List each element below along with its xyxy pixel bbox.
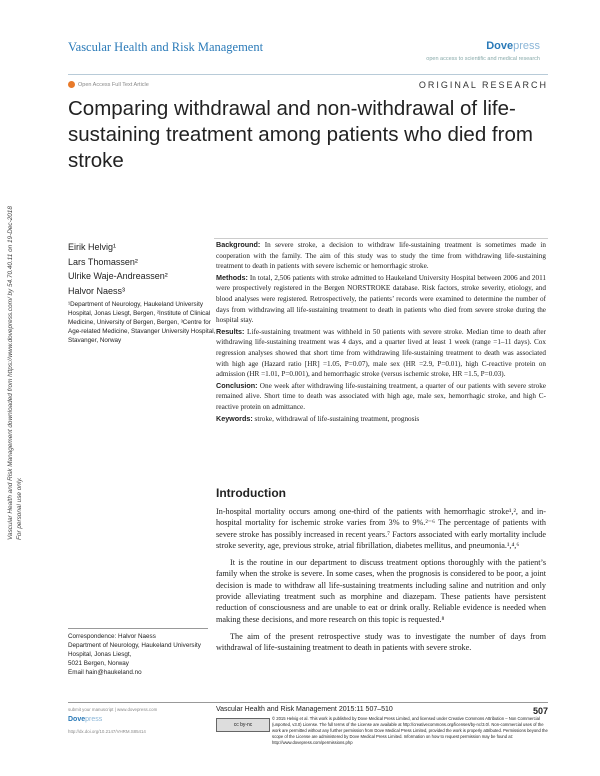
footer-publisher-logo[interactable]	[68, 716, 102, 723]
footer-submit	[68, 706, 208, 713]
side-note-line1: Vascular Health and Risk Management downloaded from https://www.dovepress.com/ by 54.70.40.11 on 19-Dec-2018	[7, 206, 14, 540]
abstract-background	[216, 240, 546, 272]
intro-paragraph: The aim of the present retrospective study was to investigate the number of days from withdrawal of life-sustaining treatment to death in patients with severe stroke.	[216, 631, 546, 653]
footer-rule	[68, 702, 548, 703]
abstract-methods	[216, 273, 546, 326]
author: Lars Thomassen²	[68, 256, 138, 267]
article-type: ORIGINAL RESEARCH	[418, 80, 548, 90]
correspondence-email[interactable]: Email hain@haukeland.no	[68, 669, 142, 676]
affiliations: ¹Department of Neurology, Haukeland University Hospital, Jonas Liesgt, Bergen, ²Institute of Clinical Medicine, University of Bergen, Bergen, ³Centre for Age-related Medicine, Stavanger University Hospital, Stavanger, Norway	[68, 301, 216, 344]
background-text: In severe stroke, a decision to withdraw life-sustaining treatment is sometimes made in cooperation with the family. The aim of this study was to study the time from withdrawing life-sustaining treatment to death in patients with severe ischemic or hemorrhagic stroke.	[216, 241, 546, 271]
correspondence-line: 5021 Bergen, Norway	[68, 660, 129, 667]
methods-label: Methods:	[216, 272, 248, 282]
author-list	[68, 240, 168, 298]
publisher-logo[interactable]	[486, 40, 540, 52]
journal-name: Vascular Health and Risk Management	[68, 40, 264, 54]
open-access-text: Open Access Full Text Article	[78, 81, 149, 88]
footer-dove-light: press	[85, 716, 103, 723]
keywords-text: stroke, withdrawal of life-sustaining treatment, prognosis	[252, 414, 420, 423]
publisher-tagline: open access to scientific and medical research	[426, 56, 540, 62]
submit-link[interactable]: submit your manuscript | www.dovepress.com	[68, 707, 158, 712]
footer-journal-ref: Vascular Health and Risk Management 2015:11 507–510	[216, 706, 393, 713]
license-text: © 2015 Helvig et al. This work is published by Dove Medical Press Limited, and licensed under Creative Commons Attribution – Non Commercial (unported, v3.0) License. The full terms of the License are available at http://creativecommons.org/licenses/by-nc/3.0/. Non-commercial uses of the work are permitted without any further permission from Dove Medical Press Limited, provided the work is properly attributed. Permissions beyond the scope of the License are administered by Dove Medical Press Limited. Information on how to request permission may be found at: http://www.dovepress.com/permissions.php	[272, 716, 548, 745]
author: Eirik Helvig¹	[68, 242, 117, 252]
keywords-label: Keywords:	[216, 413, 253, 423]
article-title: Comparing withdrawal and non-withdrawal of life-sustaining treatment among patients who died from stroke	[68, 97, 533, 172]
publisher-bold: Dove	[486, 40, 514, 52]
correspondence-rule	[68, 628, 208, 629]
background-label: Background:	[216, 240, 261, 249]
results-text: Life-sustaining treatment was withheld in 50 patients with severe stroke. Median time to death after withdrawing life-sustaining treatment was 4 days, and a quarter lived at least 1 week (range =1–11 days). Cox regression analyses showed that short time from withdrawing life-sustaining treatment to death was associated with high age (Hazard ratio [HR] =1.05, P=0.07), male sex (HR =2.9, P=0.01), high C-reactive protein on admission (HR =1.01, P=0.001), and hemorrhagic stroke (versus ischemic stroke, HR =1.5, P=0.03).	[216, 327, 546, 379]
open-access-icon	[68, 81, 75, 88]
creative-commons-icon[interactable]: cc by-nc	[216, 718, 270, 732]
results-label: Results:	[216, 326, 245, 336]
open-access-label	[68, 81, 149, 88]
correspondence	[68, 632, 208, 677]
abstract	[216, 240, 546, 425]
abstract-keywords	[216, 414, 546, 425]
conclusion-label: Conclusion:	[216, 380, 258, 390]
footer-dove-bold: Dove	[68, 716, 86, 723]
side-note-line2: For personal use only.	[16, 477, 23, 540]
footer-doi[interactable]: http://dx.doi.org/10.2147/VHRM.S85414	[68, 729, 146, 734]
intro-paragraph: It is the routine in our department to discuss treatment options thoroughly with the patient’s family when the stroke is severe. In some cases, when the prognosis is considered to be poor, a joint decision is made to withdraw all life-sustaining treatments including saline and nutrition and only provide alleviating treatment such as morphine and diazepam. These patients have persistent reduction of consciousness and are unable to eat or drink orally. Reliable evidence is needed when making these decisions, and more research on this topic is requested.⁸	[216, 558, 546, 624]
intro-paragraph: In-hospital mortality occurs among one-third of the patients with hemorrhagic stroke¹,², and in-hospital mortality for ischemic stroke varies from 3% to 9%.²⁻⁶ The percentage of patients with severe stroke has possibly increased in recent years.⁷ Factors associated with early mortality include stroke severity, age, previous stroke, atrial fibrillation, diabetes mellitus, and pneumonia.¹,⁴,⁶	[216, 507, 546, 550]
author: Halvor Naess³	[68, 285, 126, 296]
introduction-heading: Introduction	[216, 486, 286, 500]
author: Ulrike Waje-Andreassen²	[68, 271, 168, 281]
header-rule	[68, 74, 548, 75]
correspondence-line: Department of Neurology, Haukeland University Hospital, Jonas Liesgt,	[68, 642, 201, 658]
correspondence-line: Correspondence: Halvor Naess	[68, 633, 156, 640]
page-number: 507	[532, 706, 548, 716]
conclusion-text: One week after withdrawing life-sustaining treatment, a quarter of our patients with severe stroke remained alive. Short time to death was associated with high age, male sex, hemorrhagic stroke, and high C-reactive protein on admittance.	[216, 381, 546, 411]
abstract-results	[216, 327, 546, 380]
download-side-note	[6, 140, 24, 540]
methods-text: In total, 2,506 patients with stroke admitted to Haukeland University Hospital between 2006 and 2011 were prospectively registered in the Bergen NORSTROKE database. Risk factors, stroke severity, etiology, and blood analyses were registered. Retrospectively, the patients’ records were examined to determine the number of days from withdrawing all life-sustaining treatment to death in patients who died from severe stroke during the hospital stay.	[216, 273, 546, 325]
publisher-light: press	[513, 40, 540, 52]
abstract-conclusion	[216, 381, 546, 413]
introduction-body	[216, 506, 546, 660]
